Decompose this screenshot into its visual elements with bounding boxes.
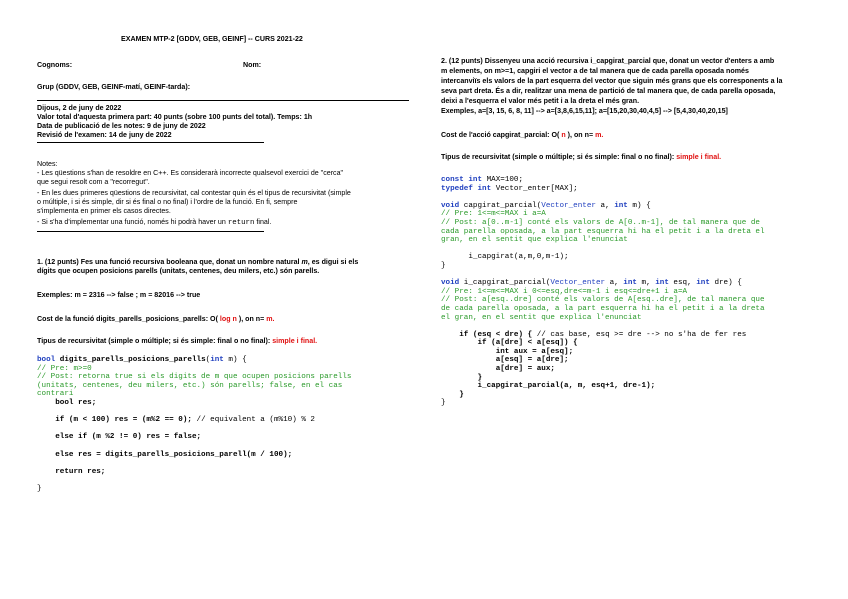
- notes-line: s'implementa en primer els casos directes.: [37, 207, 171, 215]
- review-date: Revisió de l'examen: 14 de juny de 2022: [37, 131, 172, 139]
- nom-label: Nom:: [243, 61, 262, 69]
- q2-type: Tipus de recursivitat (simple o múltiple; si és simple: final o no final): simple i final.: [441, 153, 722, 161]
- q1-statement-line2: dígits que ocupen posicions parells (unitats, centenes, deu milers, etc.) són parells.: [37, 267, 320, 275]
- publication-date: Data de publicació de les notes: 9 de juny de 2022: [37, 122, 206, 130]
- cognoms-label: Cognoms:: [37, 61, 73, 69]
- exam-value: Valor total d'aquesta primera part: 40 punts (sobre 100 punts del total). Temps: 1h: [37, 113, 313, 121]
- notes-line: que segui resolt com a "recorregut".: [37, 178, 150, 186]
- q1-cost: Cost de la funció digits_parells_posicions_parells: O( log n ), on n= m.: [37, 315, 275, 323]
- notes-line: - En les dues primeres qüestions de recursivitat, cal contestar quin és el tipus de recursivitat (simple: [37, 189, 351, 197]
- notes-last-line: - Si s'ha d'implementar una funció, només hi podrà haver un return final.: [37, 218, 272, 227]
- q2-statement-line: m elements, on m>=1, capgiri el vector a de tal manera que de cada parella oposada només: [441, 67, 749, 75]
- q2-statement-line: deixi a l'esquerra el valor més petit i a la dreta el més gran.: [441, 97, 640, 105]
- exam-date: Dijous, 2 de juny de 2022: [37, 104, 122, 112]
- notes-line: - Les qüestions s'han de resoldre en C++. Es considerarà incorrecte qualsevol exercici de "cerca": [37, 169, 344, 177]
- q2-statement-line: seva part dreta. És a dir, realitzar una mena de partició de tal manera que, de cada parella oposada,: [441, 87, 776, 95]
- q2-cost: Cost de l'acció capgirat_parcial: O( n ), on n= m.: [441, 131, 604, 139]
- q2-statement-line: 2. (12 punts) Dissenyeu una acció recursiva i_capgirat_parcial que, donat un vector d'enters a amb: [441, 57, 775, 65]
- q1-examples: Exemples: m = 2316 --> false ; m = 82016 --> true: [37, 291, 201, 299]
- q2-code: const int MAX=100; typedef int Vector_enter[MAX]; void capgirat_parcial(Vector_enter a, int m) { // Pre: 1<=m<=MAX i a=A // Post: a[0..m-1] conté els valors de A[0..m-1], de tal manera que de cada parella oposada, a la part esquerra hi ha el petit i a la dreta el gran, en el sentit que explica l'enunciat i_capgirat(a,m,0,m-1); } void i_capgirat_parcial(Vector_enter a, int m, int esq, int dre) { // Pre: 1<=m<=MAX i 0<=esq,dre<=m-1 i esq<=dre+1 i a=A // Post: a[esq..dre] conté els valors de A[esq..dre], de tal manera que de cada parella oposada, a la part esquerra hi ha el petit i a la dreta el gran, en el sentit que explica l'enunciat if (esq < dre) { // cas base, esq >= dre --> no s'ha de fer res if (a[dre] < a[esq]) { int aux = a[esq]; a[esq] = a[dre]; a[dre] = aux; } i_capgirat_parcial(a, m, esq+1, dre-1); } }: [441, 176, 765, 408]
- q2-examples: Exemples, a=[3, 15, 6, 8, 11] --> a=[3,8,6,15,11]; a=[15,20,30,40,4,5] --> [5,4,30,40,20,15]: [441, 107, 728, 115]
- divider: [37, 142, 264, 143]
- q1-code: bool digits_parells_posicions_parells(int m) { // Pre: m>=0 // Post: retorna true si els digits de m que ocupen posicions parells (unitats, centenes, deu milers, etc.) són parells; false, en el cas contrari bool res; if (m < 100) res = (m%2 == 0); // equivalent a (m%10) % 2 else if (m %2 != 0) res = false; else res = digits_parells_posicions_parell(m / 100); return res; }: [37, 356, 352, 493]
- q1-type: Tipus de recursivitat (simple o múltiple; si és simple: final o no final): simple i final.: [37, 337, 318, 345]
- q1-statement: 1. (12 punts) Fes una funció recursiva booleana que, donat un nombre natural m, es digui si els: [37, 258, 359, 266]
- notes-title: Notes:: [37, 160, 58, 168]
- exam-title: EXAMEN MTP-2 [GDDV, GEB, GEINF] -- CURS 2021-22: [121, 35, 303, 43]
- grup-label: Grup (GDDV, GEB, GEINF-matí, GEINF-tarda):: [37, 83, 191, 91]
- divider: [37, 231, 264, 232]
- divider: [37, 100, 409, 101]
- q2-statement-line: intercanviïs els valors de la part esquerra del vector que siguin més grans que els corresponents a la: [441, 77, 783, 85]
- notes-line: o múltiple, i si és simple, dir si és final o no final) i l'ordre de la funció. En fi, sempre: [37, 198, 298, 206]
